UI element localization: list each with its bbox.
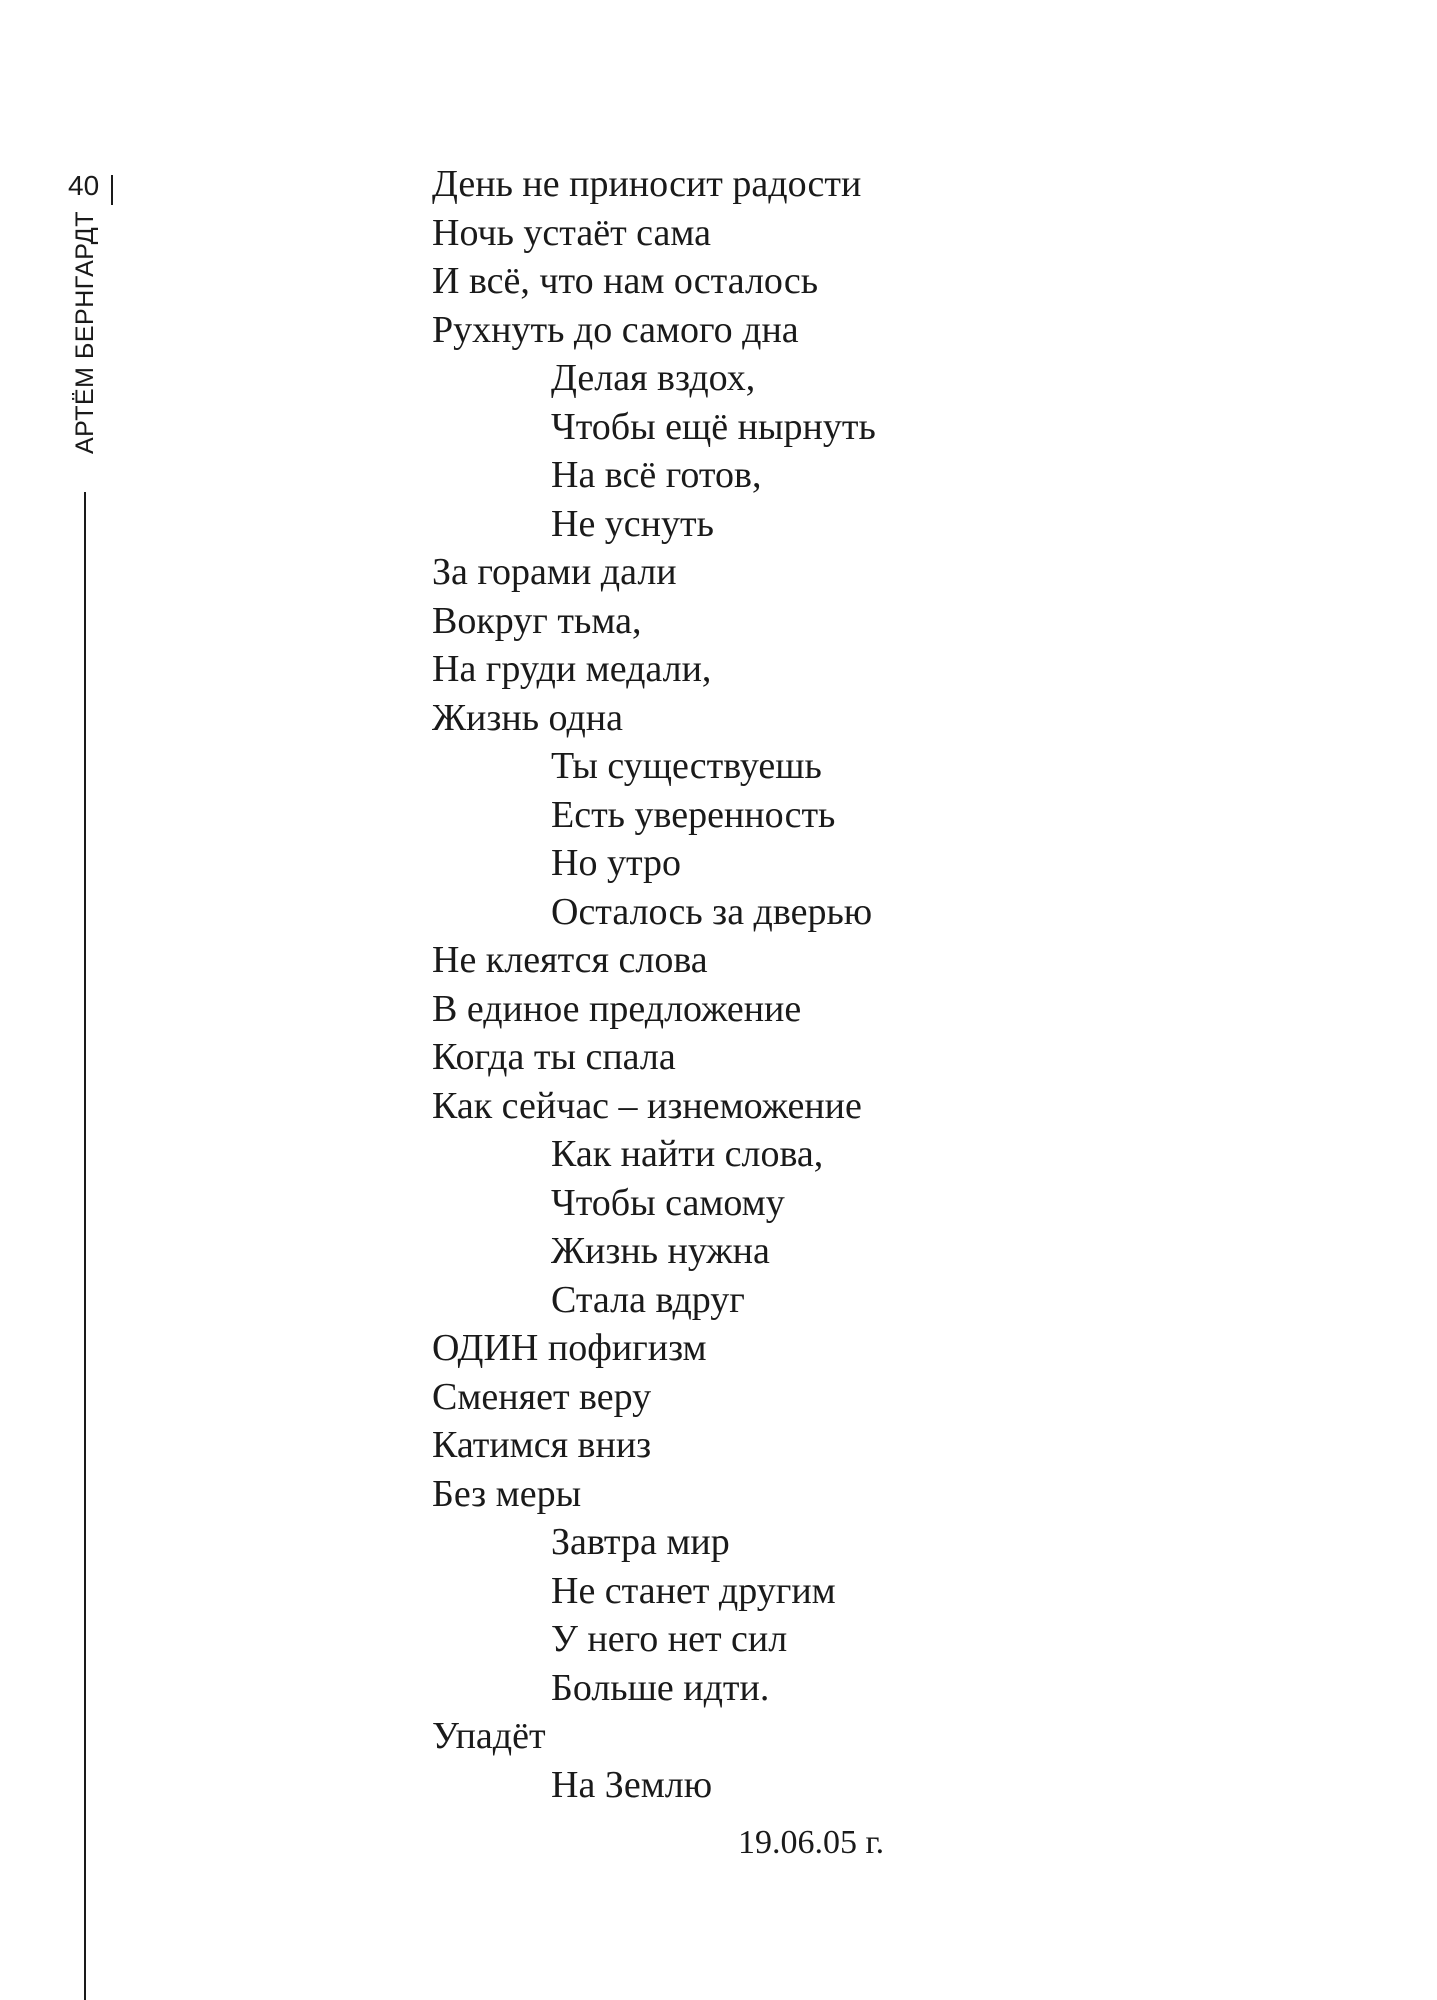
poem-line: В единое предложение (432, 987, 802, 1030)
poem-line: День не приносит радости (432, 163, 862, 205)
poem-line: Делая вздох, (551, 357, 756, 399)
poem-line: Стала вдруг (551, 1278, 745, 1321)
poem-line: И всё, что нам осталось (432, 260, 819, 302)
poem-line: Катимся вниз (432, 1424, 652, 1466)
poem-line: Жизнь одна (432, 696, 624, 739)
poem-body (432, 160, 876, 1809)
poem-line: ОДИН пофигизм (432, 1327, 707, 1369)
poem-line: За горами дали (432, 551, 677, 593)
poem-line: Жизнь нужна (551, 1230, 770, 1272)
poem-date: 19.06.05 г. (738, 1824, 885, 1861)
poem-line: Чтобы самому (551, 1181, 785, 1224)
poem-line: Рухнуть до самого дна (432, 308, 799, 351)
poem-line: Чтобы ещё нырнуть (551, 405, 876, 448)
poem-line: Ночь устаёт сама (432, 211, 712, 254)
poem-line: Упадёт (432, 1715, 546, 1757)
poem-line: Как найти слова, (551, 1133, 824, 1175)
poem-line: Не станет другим (551, 1569, 836, 1612)
poem-line: Без меры (432, 1472, 582, 1515)
poem-line: На Землю (551, 1763, 713, 1806)
poem-line: Сменяет веру (432, 1375, 652, 1418)
poem-line: Не клеятся слова (432, 939, 708, 981)
poem-line: Вокруг тьма, (432, 599, 642, 642)
poem-line: У него нет сил (551, 1618, 788, 1660)
poem-line: Как сейчас – изнеможение (432, 1084, 862, 1127)
poem-line: На всё готов, (551, 454, 762, 496)
poem-line: Ты существуешь (551, 745, 822, 787)
page-number: 40 (68, 170, 100, 201)
poem-line: На груди медали, (432, 648, 712, 690)
poem-line: Осталось за дверью (551, 890, 873, 933)
page-number-divider (111, 175, 113, 205)
poem-line: Не уснуть (551, 502, 714, 545)
poem-line: Но утро (551, 842, 682, 884)
poem-line: Больше идти. (551, 1666, 770, 1709)
poem-line: Есть уверенность (551, 793, 836, 836)
side-rule (84, 492, 86, 2000)
poem-line: Когда ты спала (432, 1036, 676, 1078)
poem-line: Завтра мир (551, 1521, 730, 1563)
running-head-author: АРТЁМ БЕРНГАРДТ (71, 210, 99, 454)
